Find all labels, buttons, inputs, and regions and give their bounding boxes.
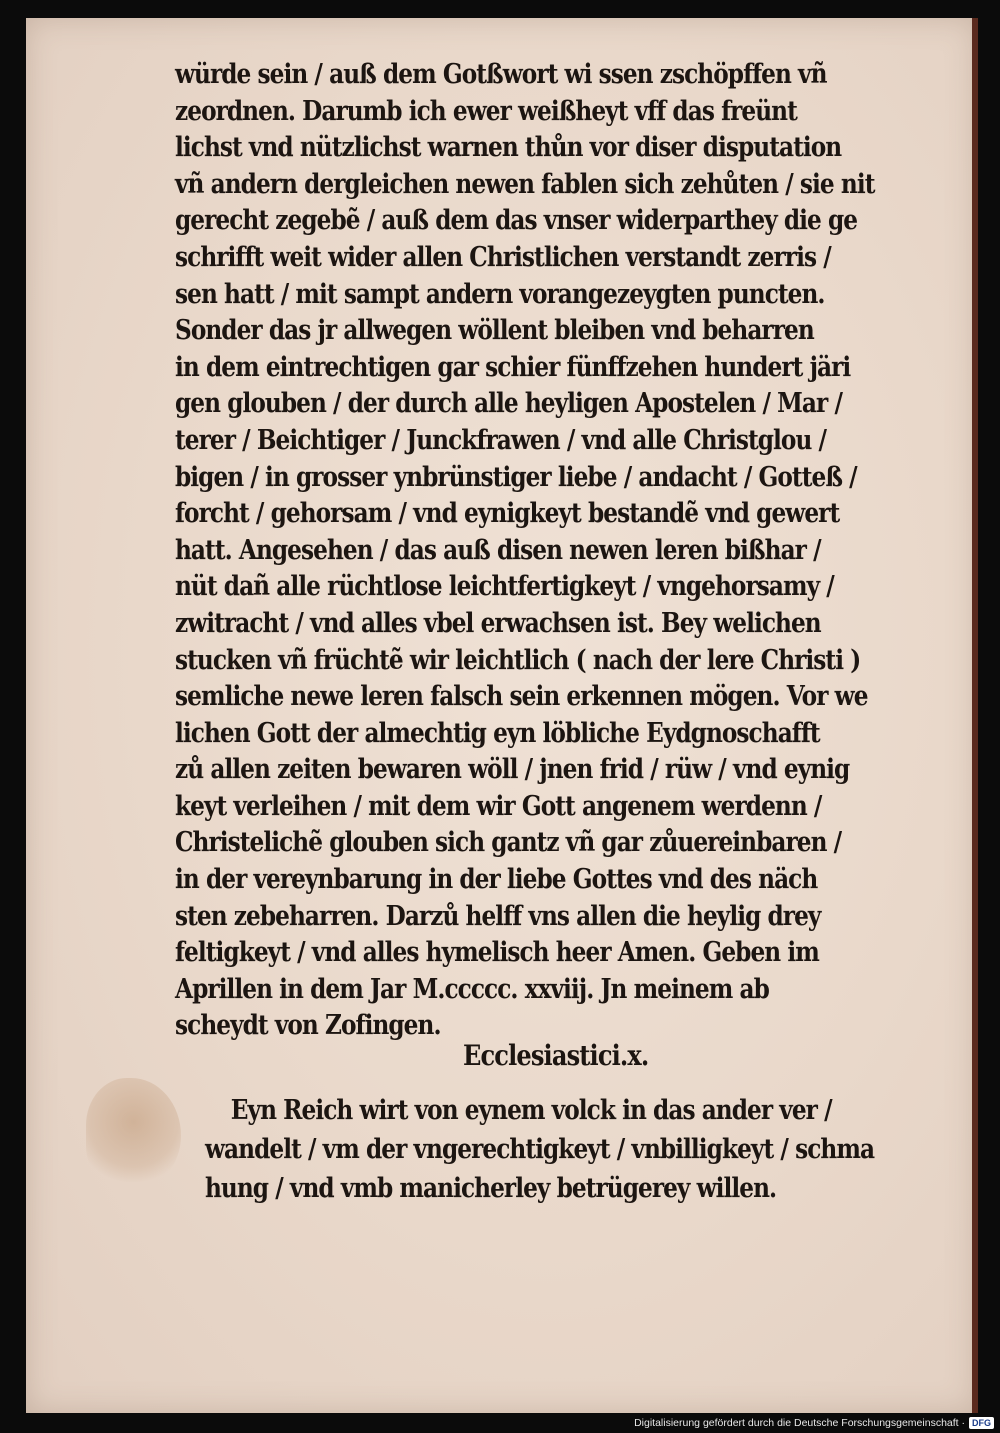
text-line: nüt dañ alle rüchtlose leichtfertigkeyt / vngehorsamy / [175, 571, 834, 603]
paper-stain [86, 1078, 181, 1188]
digitization-credit [600, 1416, 994, 1430]
section-heading: Ecclesiastici.x. [463, 1039, 649, 1072]
text-line: würde sein / auß dem Gotßwort wi ssen zschöpffen vñ [175, 59, 827, 90]
text-line: keyt verleihen / mit dem wir Gott angenem werdenn / [175, 790, 822, 822]
quote-line: wandelt / vm der vngerechtigkeyt / vnbilligkeyt / schma [205, 1134, 875, 1165]
text-line: forcht / gehorsam / vnd eynigkeyt bestandẽ vnd gewert [175, 498, 840, 530]
text-line: sen hatt / mit sampt andern vorangezeygten puncten. [175, 278, 825, 310]
text-line: stucken vñ früchtẽ wir leichtlich ( nach der lere Christi ) [175, 644, 861, 676]
text-line: scheydt von Zofingen. [175, 1010, 441, 1042]
dfg-logo: DFG [969, 1417, 994, 1429]
page-edge [972, 18, 978, 1413]
text-line: bigen / in grosser ynbrünstiger liebe / andacht / Gotteß / [175, 461, 857, 493]
text-line: terer / Beichtiger / Junckfrawen / vnd alle Christglou / [175, 424, 827, 456]
body-text [175, 57, 930, 1045]
text-line: zů allen zeiten bewaren wöll / jnen frid / rüw / vnd eynig [175, 754, 850, 786]
text-line: lichst vnd nützlichst warnen thůn vor diser disputation [175, 132, 842, 164]
text-line: vñ andern dergleichen newen fablen sich zehůten / sie nit [175, 168, 875, 200]
text-line: hatt. Angesehen / das auß disen newen leren bißhar / [175, 534, 821, 566]
quote-text [205, 1091, 930, 1208]
text-line: gen glouben / der durch alle heyligen Apostelen / Mar / [175, 388, 842, 420]
text-line: in dem eintrechtigen gar schier fünffzehen hundert järi [175, 351, 851, 383]
credit-text: Digitalisierung gefördert durch die Deutsche Forschungsgemeinschaft · [634, 1417, 965, 1429]
text-line: in der vereynbarung in der liebe Gottes vnd des näch [175, 864, 818, 896]
text-line: feltigkeyt / vnd alles hymelisch heer Amen. Geben im [175, 937, 819, 969]
quote-line: hung / vnd vmb manicherley betrügerey willen. [205, 1173, 777, 1204]
text-line: Sonder das jr allwegen wöllent bleiben vnd beharren [175, 315, 814, 347]
text-line: gerecht zegebẽ / auß dem das vnser widerparthey die ge [175, 205, 858, 237]
text-line: zeordnen. Darumb ich ewer weißheyt vff das freünt [175, 95, 797, 127]
text-line: lichen Gott der almechtig eyn löbliche Eydgnoschafft [175, 717, 820, 749]
text-line: schrifft weit wider allen Christlichen verstandt zerris / [175, 241, 831, 273]
quote-line: Eyn Reich wirt von eynem volck in das ander ver / [230, 1095, 832, 1126]
text-line: sten zebeharren. Darzů helff vns allen die heylig drey [175, 900, 821, 932]
text-line: Christelichẽ glouben sich gantz vñ gar zůuereinbaren / [175, 827, 842, 859]
text-line: zwitracht / vnd alles vbel erwachsen ist. Bey welichen [175, 607, 821, 639]
text-line: Aprillen in dem Jar M.ccccc. xxviij. Jn meinem ab [175, 973, 769, 1005]
text-line: semliche newe leren falsch sein erkennen mögen. Vor we [175, 681, 868, 713]
